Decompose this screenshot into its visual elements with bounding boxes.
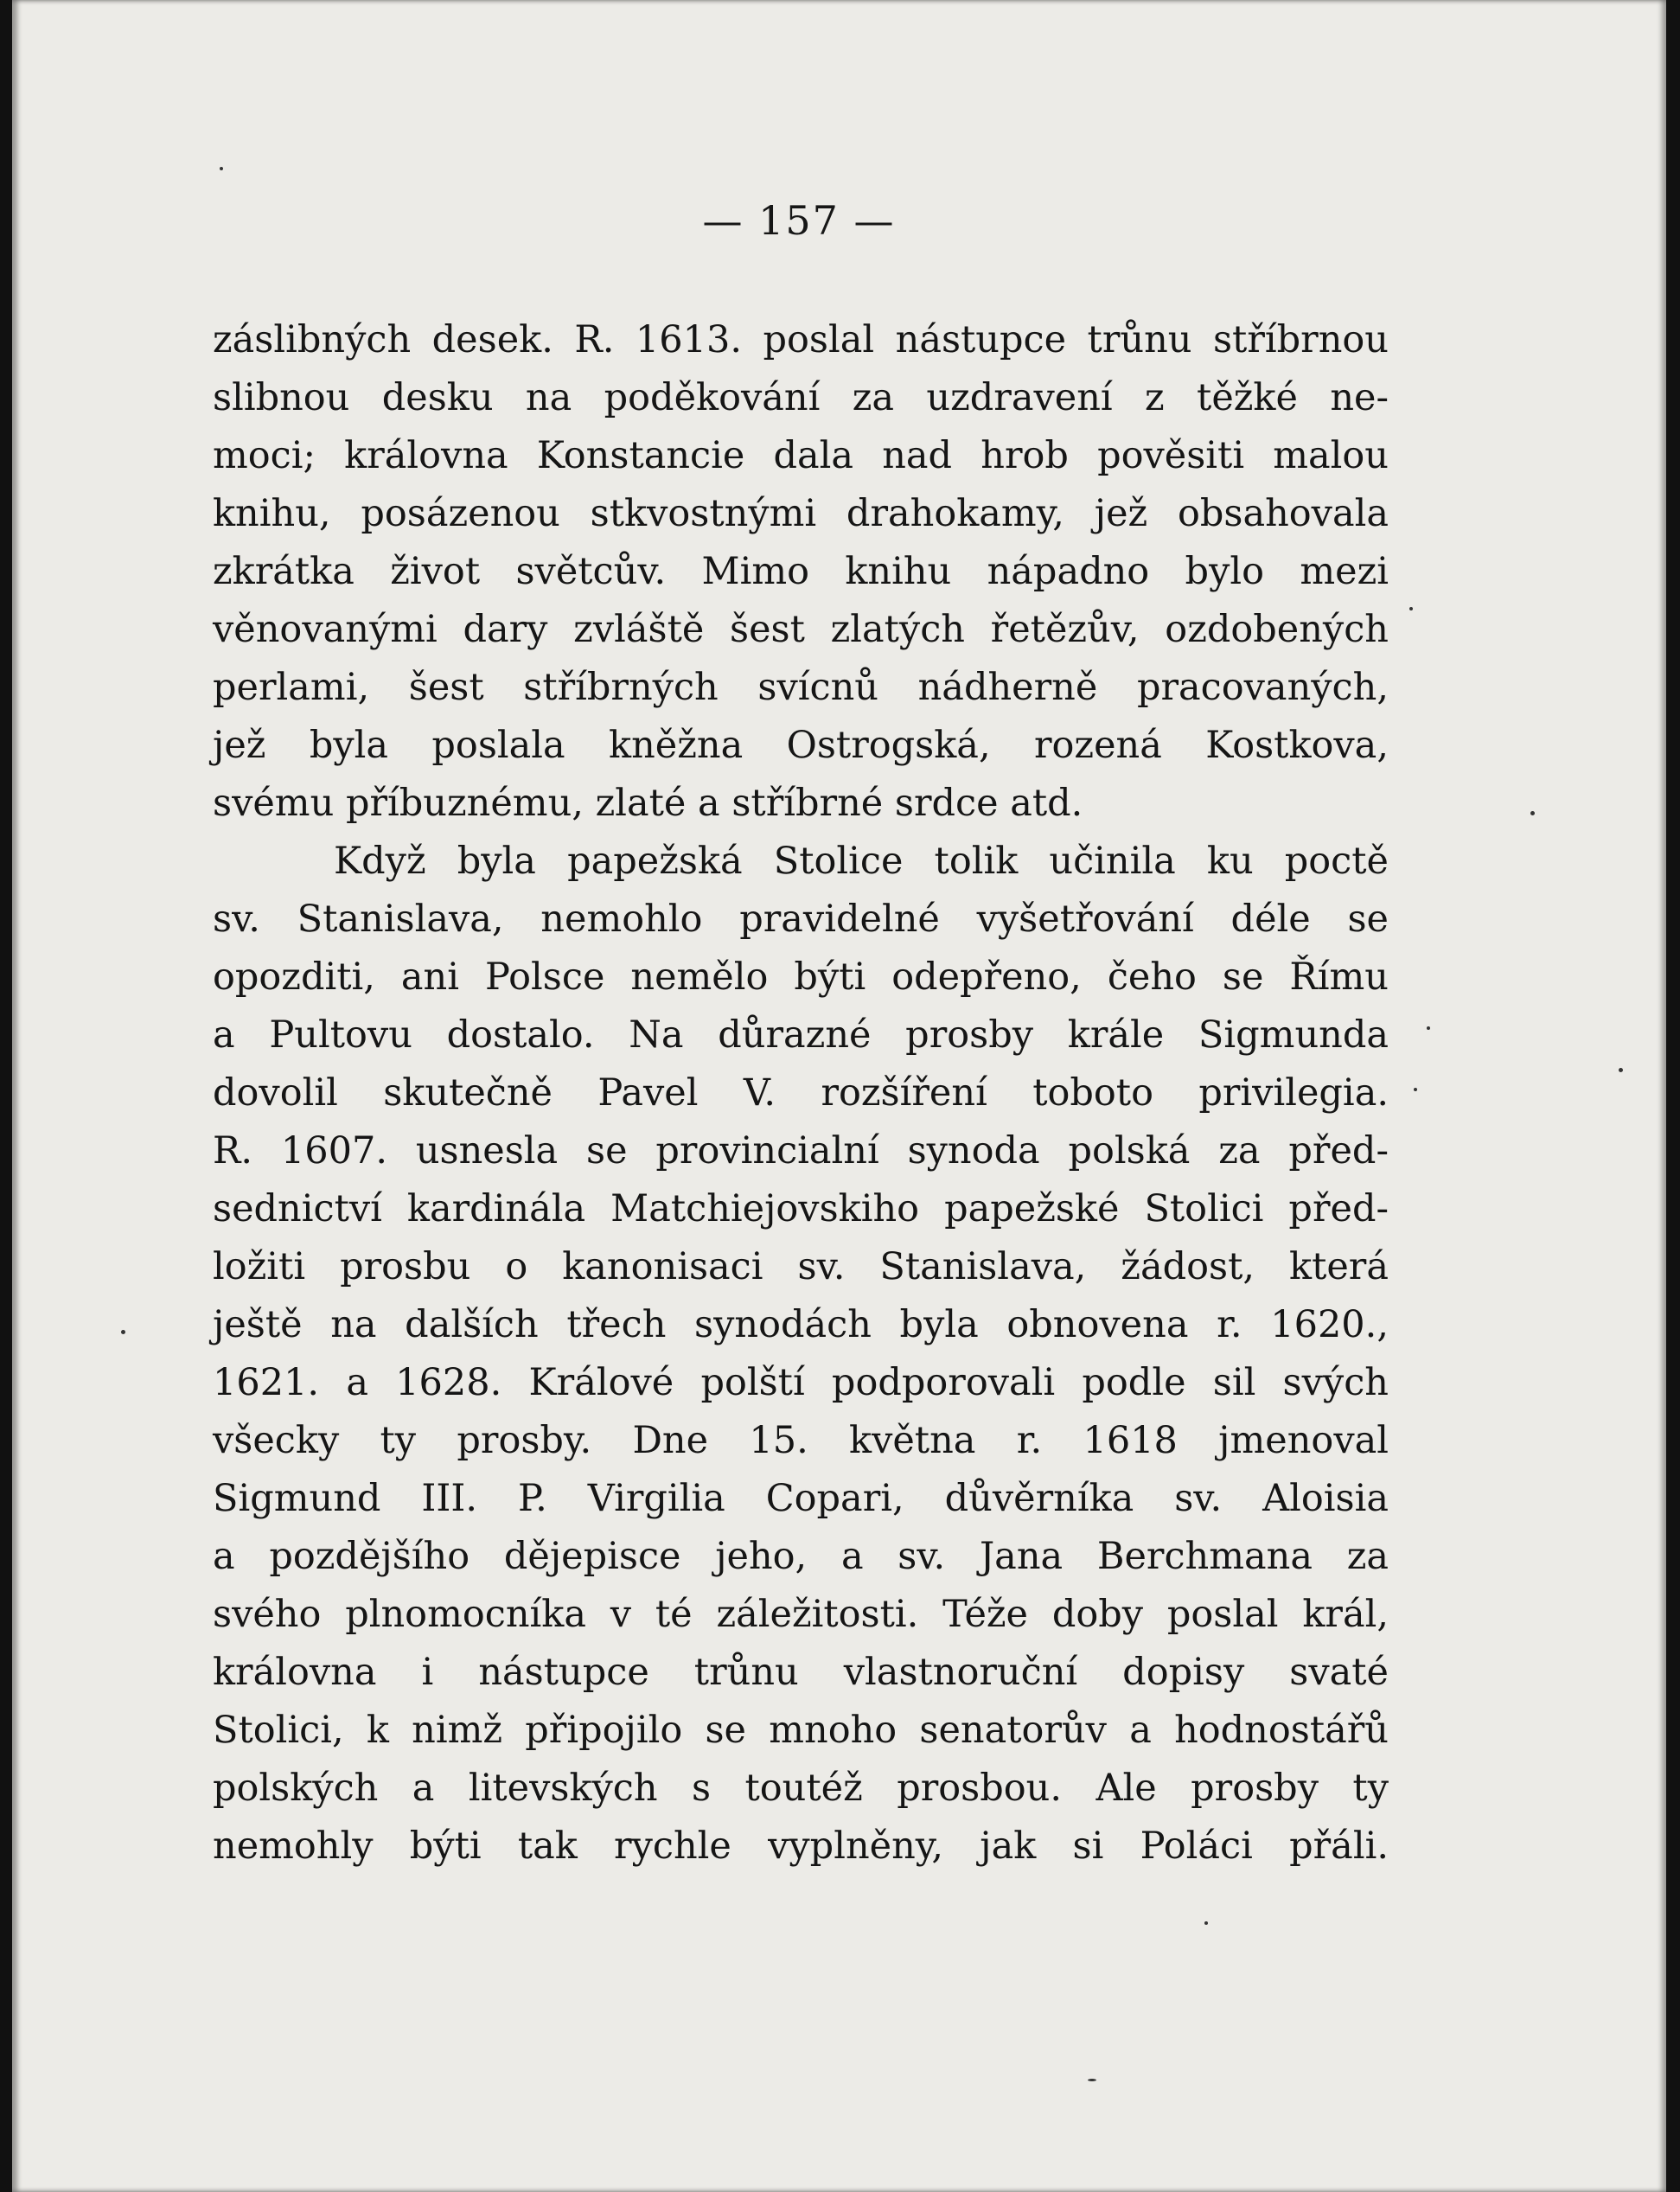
text-line: a Pultovu dostalo. Na důrazné prosby krále Sigmunda	[213, 1013, 1389, 1057]
text-line: nemohly býti tak rychle vyplněny, jak si Poláci přáli.	[213, 1825, 1389, 1868]
text-line: perlami, šest stříbrných svícnů nádherně pracovaných,	[213, 666, 1389, 709]
scan-speck	[1427, 1026, 1430, 1030]
text-line: ložiti prosbu o kanonisaci sv. Stanislava, žádost, která	[213, 1245, 1389, 1288]
text-line: svého plnomocníka v té záležitosti. Téže doby poslal král,	[213, 1593, 1389, 1636]
scan-left-edge	[0, 0, 12, 2192]
scan-speck	[121, 1330, 125, 1334]
text-line: polských a litevských s toutéž prosbou. Ale prosby ty	[213, 1767, 1389, 1810]
text-line: Když byla papežská Stolice tolik učinila ku poctě	[334, 840, 1389, 883]
scan-speck	[220, 167, 223, 170]
body-text	[213, 311, 1389, 1876]
text-line: všecky ty prosby. Dne 15. května r. 1618 jmenoval	[213, 1419, 1389, 1462]
scan-speck	[1088, 2079, 1096, 2081]
text-line: R. 1607. usnesla se provincialní synoda polská za před-	[213, 1129, 1389, 1173]
text-line: moci; královna Konstancie dala nad hrob pověsiti malou	[213, 434, 1389, 477]
page-number: — 157 —	[702, 197, 896, 244]
scan-speck	[1409, 607, 1413, 610]
text-line: a pozdějšího dějepisce jeho, a sv. Jana Berchmana za	[213, 1535, 1389, 1578]
scan-speck	[1414, 1088, 1417, 1091]
text-line: slibnou desku na poděkování za uzdravení z těžké ne-	[213, 376, 1389, 419]
text-line: věnovanými dary zvláště šest zlatých řetězův, ozdobených	[213, 608, 1389, 651]
text-line: záslibných desek. R. 1613. poslal nástupce trůnu stříbrnou	[213, 318, 1389, 361]
text-line: opozditi, ani Polsce nemělo býti odepřeno, čeho se Římu	[213, 955, 1389, 999]
scan-speck	[1530, 811, 1535, 815]
text-line: dovolil skutečně Pavel V. rozšíření toboto privilegia.	[213, 1071, 1389, 1115]
scan-speck	[1204, 1921, 1208, 1925]
text-line: jež byla poslala kněžna Ostrogská, rozená Kostkova,	[213, 724, 1389, 767]
text-line: zkrátka život světcův. Mimo knihu nápadno bylo mezi	[213, 550, 1389, 593]
text-line: svému příbuznému, zlaté a stříbrné srdce atd.	[213, 782, 1083, 825]
text-line: knihu, posázenou stkvostnými drahokamy, jež obsahovala	[213, 492, 1389, 535]
text-line: 1621. a 1628. Králové polští podporovali podle sil svých	[213, 1361, 1389, 1404]
scan-speck	[1619, 1068, 1623, 1072]
text-line: sv. Stanislava, nemohlo pravidelné vyšetřování déle se	[213, 898, 1389, 941]
book-page	[12, 0, 1667, 2192]
text-line: ještě na dalších třech synodách byla obnovena r. 1620.,	[213, 1303, 1389, 1346]
text-line: Stolici, k nimž připojilo se mnoho senatorův a hodnostářů	[213, 1709, 1389, 1752]
scan-right-edge	[1666, 0, 1680, 2192]
text-line: královna i nástupce trůnu vlastnoruční dopisy svaté	[213, 1651, 1389, 1694]
text-line: Sigmund III. P. Virgilia Copari, důvěrníka sv. Aloisia	[213, 1477, 1389, 1520]
text-line: sednictví kardinála Matchiejovskiho papežské Stolici před-	[213, 1187, 1389, 1230]
